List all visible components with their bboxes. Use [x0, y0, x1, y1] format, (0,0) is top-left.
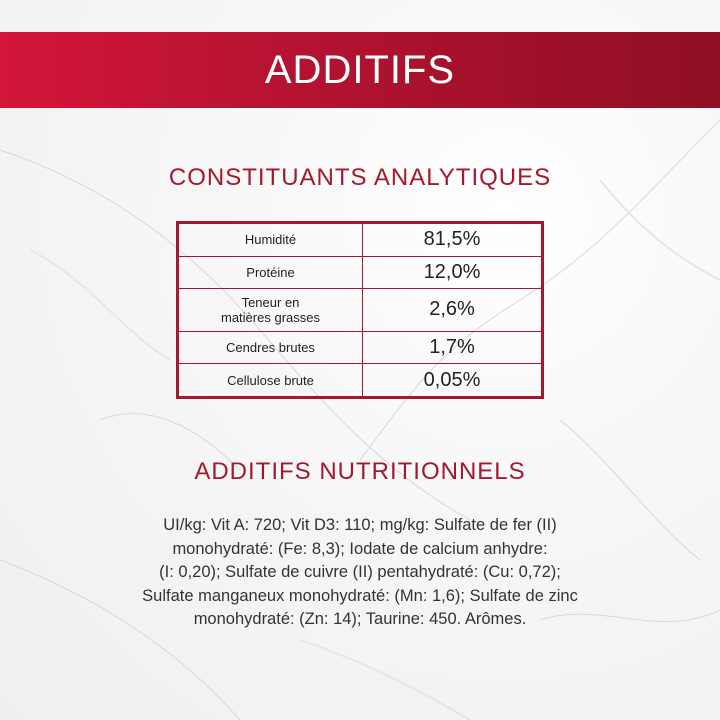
- nutritional-line: UI/kg: Vit A: 720; Vit D3: 110; mg/kg: Sulfate de fer (II): [163, 516, 557, 534]
- nutritional-line: monohydraté: (Zn: 14); Taurine: 450. Arômes.: [193, 610, 527, 628]
- nutritional-line: monohydraté: (Fe: 8,3); Iodate de calcium anhydre:: [172, 539, 548, 558]
- nutritional-line: (I: 0,20); Sulfate de cuivre (II) pentahydraté: (Cu: 0,72);: [159, 563, 561, 581]
- banner-title: ADDITIFS: [264, 47, 456, 92]
- analytical-table: [176, 221, 544, 399]
- nutritional-title: ADDITIFS NUTRITIONNELS: [194, 458, 526, 485]
- nutritional-line: Sulfate manganeux monohydraté: (Mn: 1,6); Sulfate de zinc: [142, 586, 578, 605]
- row-value: 0,05%: [363, 364, 542, 397]
- row-value: 81,5%: [363, 224, 542, 257]
- header-banner: [0, 32, 720, 108]
- row-label: Protéine: [179, 256, 363, 289]
- table-row: [179, 331, 542, 364]
- row-label: Cellulose brute: [179, 364, 363, 397]
- row-value: 2,6%: [363, 289, 542, 331]
- table-row: [179, 224, 542, 257]
- row-value: 1,7%: [363, 331, 542, 364]
- nutritional-text: [80, 514, 640, 632]
- table-row: [179, 256, 542, 289]
- table-row: [179, 289, 542, 331]
- row-label: Teneur en matières grasses: [179, 289, 363, 331]
- row-label: Cendres brutes: [179, 331, 363, 364]
- row-label: Humidité: [179, 224, 363, 257]
- table-row: [179, 364, 542, 397]
- row-value: 12,0%: [363, 256, 542, 289]
- analytical-title: CONSTITUANTS ANALYTIQUES: [168, 164, 552, 191]
